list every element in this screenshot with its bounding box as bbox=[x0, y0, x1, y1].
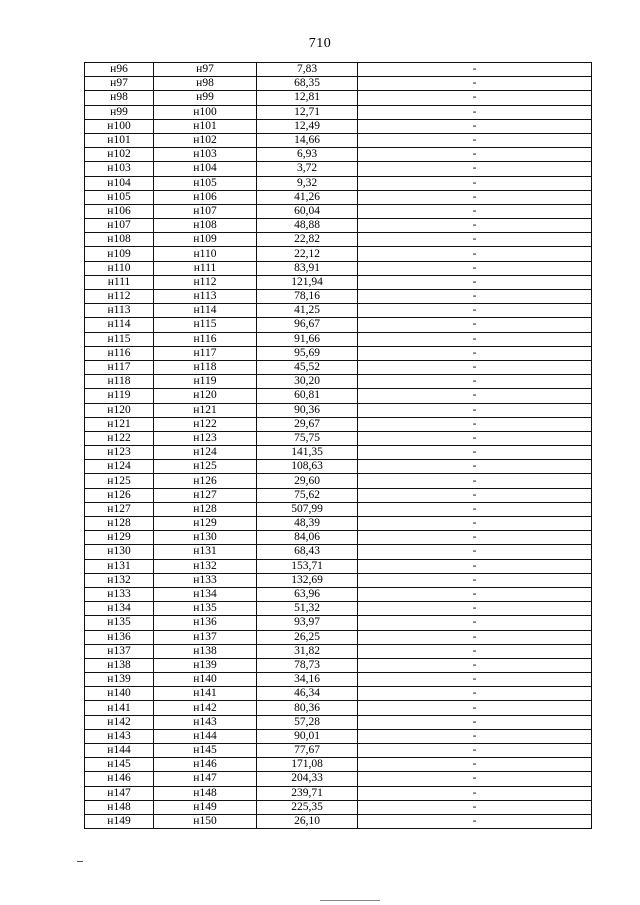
distance-cell: 12,71 bbox=[257, 105, 358, 119]
distance-cell: 26,25 bbox=[257, 630, 358, 644]
distance-cell: 3,72 bbox=[257, 162, 358, 176]
from-point-cell: н147 bbox=[85, 786, 154, 800]
from-point-cell: н103 bbox=[85, 162, 154, 176]
to-point-cell: н133 bbox=[154, 573, 257, 587]
table-row bbox=[85, 105, 592, 119]
note-cell: - bbox=[358, 133, 592, 147]
distance-cell: 63,96 bbox=[257, 587, 358, 601]
from-point-cell: н144 bbox=[85, 744, 154, 758]
from-point-cell: н146 bbox=[85, 772, 154, 786]
to-point-cell: н149 bbox=[154, 800, 257, 814]
table-row bbox=[85, 602, 592, 616]
from-point-cell: н131 bbox=[85, 559, 154, 573]
from-point-cell: н126 bbox=[85, 488, 154, 502]
from-point-cell: н125 bbox=[85, 474, 154, 488]
to-point-cell: н148 bbox=[154, 786, 257, 800]
table-body bbox=[85, 63, 592, 829]
note-cell: - bbox=[358, 190, 592, 204]
distance-cell: 171,08 bbox=[257, 758, 358, 772]
to-point-cell: н146 bbox=[154, 758, 257, 772]
table-row bbox=[85, 758, 592, 772]
to-point-cell: н121 bbox=[154, 403, 257, 417]
distance-cell: 68,43 bbox=[257, 545, 358, 559]
from-point-cell: н111 bbox=[85, 275, 154, 289]
scan-mark bbox=[77, 861, 83, 862]
note-cell: - bbox=[358, 346, 592, 360]
page-number: 710 bbox=[308, 36, 332, 51]
from-point-cell: н101 bbox=[85, 133, 154, 147]
note-cell: - bbox=[358, 630, 592, 644]
table-row bbox=[85, 119, 592, 133]
note-cell: - bbox=[358, 332, 592, 346]
distance-cell: 26,10 bbox=[257, 814, 358, 828]
to-point-cell: н124 bbox=[154, 446, 257, 460]
to-point-cell: н101 bbox=[154, 119, 257, 133]
table-row bbox=[85, 346, 592, 360]
to-point-cell: н143 bbox=[154, 715, 257, 729]
from-point-cell: н114 bbox=[85, 318, 154, 332]
note-cell: - bbox=[358, 602, 592, 616]
distance-cell: 51,32 bbox=[257, 602, 358, 616]
distance-cell: 22,12 bbox=[257, 247, 358, 261]
table-row bbox=[85, 318, 592, 332]
from-point-cell: н119 bbox=[85, 389, 154, 403]
to-point-cell: н107 bbox=[154, 204, 257, 218]
from-point-cell: н98 bbox=[85, 91, 154, 105]
table-row bbox=[85, 630, 592, 644]
to-point-cell: н111 bbox=[154, 261, 257, 275]
to-point-cell: н103 bbox=[154, 148, 257, 162]
to-point-cell: н150 bbox=[154, 814, 257, 828]
distance-cell: 96,67 bbox=[257, 318, 358, 332]
note-cell: - bbox=[358, 460, 592, 474]
distance-cell: 108,63 bbox=[257, 460, 358, 474]
to-point-cell: н114 bbox=[154, 304, 257, 318]
distance-cell: 41,25 bbox=[257, 304, 358, 318]
note-cell: - bbox=[358, 275, 592, 289]
distance-cell: 225,35 bbox=[257, 800, 358, 814]
note-cell: - bbox=[358, 318, 592, 332]
note-cell: - bbox=[358, 687, 592, 701]
distance-cell: 68,35 bbox=[257, 77, 358, 91]
distance-cell: 60,04 bbox=[257, 204, 358, 218]
note-cell: - bbox=[358, 304, 592, 318]
table-row bbox=[85, 417, 592, 431]
to-point-cell: н108 bbox=[154, 219, 257, 233]
table-row bbox=[85, 247, 592, 261]
table-row bbox=[85, 304, 592, 318]
distance-cell: 239,71 bbox=[257, 786, 358, 800]
distance-cell: 507,99 bbox=[257, 502, 358, 516]
distance-cell: 95,69 bbox=[257, 346, 358, 360]
from-point-cell: н124 bbox=[85, 460, 154, 474]
to-point-cell: н130 bbox=[154, 531, 257, 545]
from-point-cell: н112 bbox=[85, 290, 154, 304]
from-point-cell: н137 bbox=[85, 644, 154, 658]
distance-cell: 83,91 bbox=[257, 261, 358, 275]
from-point-cell: н129 bbox=[85, 531, 154, 545]
table-row bbox=[85, 531, 592, 545]
note-cell: - bbox=[358, 446, 592, 460]
from-point-cell: н102 bbox=[85, 148, 154, 162]
note-cell: - bbox=[358, 673, 592, 687]
distance-cell: 30,20 bbox=[257, 375, 358, 389]
to-point-cell: н117 bbox=[154, 346, 257, 360]
distance-cell: 91,66 bbox=[257, 332, 358, 346]
from-point-cell: н97 bbox=[85, 77, 154, 91]
to-point-cell: н110 bbox=[154, 247, 257, 261]
to-point-cell: н113 bbox=[154, 290, 257, 304]
from-point-cell: н123 bbox=[85, 446, 154, 460]
note-cell: - bbox=[358, 616, 592, 630]
table-row bbox=[85, 559, 592, 573]
distance-cell: 12,49 bbox=[257, 119, 358, 133]
distance-cell: 41,26 bbox=[257, 190, 358, 204]
note-cell: - bbox=[358, 219, 592, 233]
from-point-cell: н135 bbox=[85, 616, 154, 630]
distance-cell: 77,67 bbox=[257, 744, 358, 758]
from-point-cell: н106 bbox=[85, 204, 154, 218]
to-point-cell: н140 bbox=[154, 673, 257, 687]
table-row bbox=[85, 63, 592, 77]
to-point-cell: н104 bbox=[154, 162, 257, 176]
from-point-cell: н118 bbox=[85, 375, 154, 389]
note-cell: - bbox=[358, 644, 592, 658]
table-row bbox=[85, 474, 592, 488]
to-point-cell: н144 bbox=[154, 729, 257, 743]
from-point-cell: н130 bbox=[85, 545, 154, 559]
from-point-cell: н100 bbox=[85, 119, 154, 133]
distance-cell: 48,88 bbox=[257, 219, 358, 233]
distance-cell: 6,93 bbox=[257, 148, 358, 162]
to-point-cell: н132 bbox=[154, 559, 257, 573]
to-point-cell: н127 bbox=[154, 488, 257, 502]
table-row bbox=[85, 502, 592, 516]
from-point-cell: н104 bbox=[85, 176, 154, 190]
table-row bbox=[85, 687, 592, 701]
table-row bbox=[85, 190, 592, 204]
from-point-cell: н145 bbox=[85, 758, 154, 772]
note-cell: - bbox=[358, 105, 592, 119]
note-cell: - bbox=[358, 91, 592, 105]
note-cell: - bbox=[358, 517, 592, 531]
to-point-cell: н112 bbox=[154, 275, 257, 289]
distance-cell: 7,83 bbox=[257, 63, 358, 77]
note-cell: - bbox=[358, 715, 592, 729]
table-row bbox=[85, 673, 592, 687]
note-cell: - bbox=[358, 233, 592, 247]
from-point-cell: н96 bbox=[85, 63, 154, 77]
note-cell: - bbox=[358, 786, 592, 800]
from-point-cell: н133 bbox=[85, 587, 154, 601]
from-point-cell: н121 bbox=[85, 417, 154, 431]
note-cell: - bbox=[358, 247, 592, 261]
note-cell: - bbox=[358, 261, 592, 275]
table-row bbox=[85, 133, 592, 147]
table-row bbox=[85, 375, 592, 389]
table-row bbox=[85, 701, 592, 715]
from-point-cell: н99 bbox=[85, 105, 154, 119]
table-row bbox=[85, 360, 592, 374]
from-point-cell: н115 bbox=[85, 332, 154, 346]
to-point-cell: н120 bbox=[154, 389, 257, 403]
table-row bbox=[85, 148, 592, 162]
to-point-cell: н131 bbox=[154, 545, 257, 559]
to-point-cell: н97 bbox=[154, 63, 257, 77]
from-point-cell: н132 bbox=[85, 573, 154, 587]
table-row bbox=[85, 403, 592, 417]
from-point-cell: н105 bbox=[85, 190, 154, 204]
note-cell: - bbox=[358, 814, 592, 828]
table-row bbox=[85, 389, 592, 403]
to-point-cell: н105 bbox=[154, 176, 257, 190]
table-row bbox=[85, 772, 592, 786]
note-cell: - bbox=[358, 204, 592, 218]
from-point-cell: н117 bbox=[85, 360, 154, 374]
to-point-cell: н134 bbox=[154, 587, 257, 601]
note-cell: - bbox=[358, 772, 592, 786]
table-row bbox=[85, 446, 592, 460]
note-cell: - bbox=[358, 176, 592, 190]
from-point-cell: н109 bbox=[85, 247, 154, 261]
distance-cell: 31,82 bbox=[257, 644, 358, 658]
distance-cell: 121,94 bbox=[257, 275, 358, 289]
distance-cell: 12,81 bbox=[257, 91, 358, 105]
from-point-cell: н120 bbox=[85, 403, 154, 417]
table-row bbox=[85, 162, 592, 176]
from-point-cell: н140 bbox=[85, 687, 154, 701]
from-point-cell: н149 bbox=[85, 814, 154, 828]
table-row bbox=[85, 644, 592, 658]
table-row bbox=[85, 488, 592, 502]
table-row bbox=[85, 573, 592, 587]
distance-cell: 75,62 bbox=[257, 488, 358, 502]
to-point-cell: н102 bbox=[154, 133, 257, 147]
to-point-cell: н125 bbox=[154, 460, 257, 474]
table-row bbox=[85, 332, 592, 346]
from-point-cell: н148 bbox=[85, 800, 154, 814]
note-cell: - bbox=[358, 701, 592, 715]
distance-cell: 14,66 bbox=[257, 133, 358, 147]
distance-cell: 34,16 bbox=[257, 673, 358, 687]
to-point-cell: н145 bbox=[154, 744, 257, 758]
from-point-cell: н122 bbox=[85, 431, 154, 445]
to-point-cell: н98 bbox=[154, 77, 257, 91]
from-point-cell: н141 bbox=[85, 701, 154, 715]
from-point-cell: н110 bbox=[85, 261, 154, 275]
distance-cell: 84,06 bbox=[257, 531, 358, 545]
to-point-cell: н100 bbox=[154, 105, 257, 119]
note-cell: - bbox=[358, 545, 592, 559]
note-cell: - bbox=[358, 360, 592, 374]
table-row bbox=[85, 233, 592, 247]
to-point-cell: н116 bbox=[154, 332, 257, 346]
distance-cell: 80,36 bbox=[257, 701, 358, 715]
scan-artifact-line bbox=[320, 900, 380, 901]
table-row bbox=[85, 729, 592, 743]
note-cell: - bbox=[358, 162, 592, 176]
note-cell: - bbox=[358, 744, 592, 758]
distance-cell: 141,35 bbox=[257, 446, 358, 460]
table-row bbox=[85, 616, 592, 630]
to-point-cell: н126 bbox=[154, 474, 257, 488]
to-point-cell: н122 bbox=[154, 417, 257, 431]
table-row bbox=[85, 658, 592, 672]
table-row bbox=[85, 431, 592, 445]
table-row bbox=[85, 204, 592, 218]
table-row bbox=[85, 219, 592, 233]
note-cell: - bbox=[358, 77, 592, 91]
distance-cell: 75,75 bbox=[257, 431, 358, 445]
to-point-cell: н109 bbox=[154, 233, 257, 247]
note-cell: - bbox=[358, 474, 592, 488]
note-cell: - bbox=[358, 559, 592, 573]
table-row bbox=[85, 786, 592, 800]
from-point-cell: н113 bbox=[85, 304, 154, 318]
to-point-cell: н142 bbox=[154, 701, 257, 715]
table-row bbox=[85, 77, 592, 91]
from-point-cell: н128 bbox=[85, 517, 154, 531]
note-cell: - bbox=[358, 375, 592, 389]
distance-cell: 93,97 bbox=[257, 616, 358, 630]
note-cell: - bbox=[358, 431, 592, 445]
to-point-cell: н138 bbox=[154, 644, 257, 658]
to-point-cell: н136 bbox=[154, 616, 257, 630]
to-point-cell: н129 bbox=[154, 517, 257, 531]
distance-cell: 29,67 bbox=[257, 417, 358, 431]
table-row bbox=[85, 290, 592, 304]
from-point-cell: н138 bbox=[85, 658, 154, 672]
table-row bbox=[85, 587, 592, 601]
to-point-cell: н135 bbox=[154, 602, 257, 616]
to-point-cell: н147 bbox=[154, 772, 257, 786]
from-point-cell: н134 bbox=[85, 602, 154, 616]
table-row bbox=[85, 176, 592, 190]
to-point-cell: н118 bbox=[154, 360, 257, 374]
distance-cell: 78,16 bbox=[257, 290, 358, 304]
distance-cell: 132,69 bbox=[257, 573, 358, 587]
to-point-cell: н99 bbox=[154, 91, 257, 105]
table-row bbox=[85, 460, 592, 474]
table-row bbox=[85, 814, 592, 828]
from-point-cell: н136 bbox=[85, 630, 154, 644]
distance-cell: 9,32 bbox=[257, 176, 358, 190]
to-point-cell: н139 bbox=[154, 658, 257, 672]
from-point-cell: н107 bbox=[85, 219, 154, 233]
note-cell: - bbox=[358, 587, 592, 601]
distance-cell: 153,71 bbox=[257, 559, 358, 573]
distance-cell: 46,34 bbox=[257, 687, 358, 701]
distance-cell: 45,52 bbox=[257, 360, 358, 374]
from-point-cell: н108 bbox=[85, 233, 154, 247]
to-point-cell: н128 bbox=[154, 502, 257, 516]
distance-cell: 204,33 bbox=[257, 772, 358, 786]
note-cell: - bbox=[358, 119, 592, 133]
to-point-cell: н123 bbox=[154, 431, 257, 445]
from-point-cell: н142 bbox=[85, 715, 154, 729]
note-cell: - bbox=[358, 729, 592, 743]
to-point-cell: н115 bbox=[154, 318, 257, 332]
from-point-cell: н139 bbox=[85, 673, 154, 687]
to-point-cell: н119 bbox=[154, 375, 257, 389]
table-row bbox=[85, 517, 592, 531]
boundary-points-table bbox=[84, 62, 592, 829]
note-cell: - bbox=[358, 417, 592, 431]
to-point-cell: н137 bbox=[154, 630, 257, 644]
table-row bbox=[85, 275, 592, 289]
table-row bbox=[85, 800, 592, 814]
note-cell: - bbox=[358, 531, 592, 545]
note-cell: - bbox=[358, 800, 592, 814]
distance-cell: 78,73 bbox=[257, 658, 358, 672]
distance-cell: 29,60 bbox=[257, 474, 358, 488]
note-cell: - bbox=[358, 488, 592, 502]
note-cell: - bbox=[358, 758, 592, 772]
note-cell: - bbox=[358, 63, 592, 77]
table-row bbox=[85, 261, 592, 275]
note-cell: - bbox=[358, 389, 592, 403]
table-row bbox=[85, 91, 592, 105]
to-point-cell: н141 bbox=[154, 687, 257, 701]
distance-cell: 90,36 bbox=[257, 403, 358, 417]
table-row bbox=[85, 715, 592, 729]
to-point-cell: н106 bbox=[154, 190, 257, 204]
note-cell: - bbox=[358, 148, 592, 162]
note-cell: - bbox=[358, 573, 592, 587]
note-cell: - bbox=[358, 290, 592, 304]
distance-cell: 48,39 bbox=[257, 517, 358, 531]
distance-cell: 57,28 bbox=[257, 715, 358, 729]
from-point-cell: н143 bbox=[85, 729, 154, 743]
note-cell: - bbox=[358, 658, 592, 672]
note-cell: - bbox=[358, 403, 592, 417]
note-cell: - bbox=[358, 502, 592, 516]
table-row bbox=[85, 744, 592, 758]
from-point-cell: н116 bbox=[85, 346, 154, 360]
distance-cell: 60,81 bbox=[257, 389, 358, 403]
table-row bbox=[85, 545, 592, 559]
distance-cell: 22,82 bbox=[257, 233, 358, 247]
distance-cell: 90,01 bbox=[257, 729, 358, 743]
from-point-cell: н127 bbox=[85, 502, 154, 516]
